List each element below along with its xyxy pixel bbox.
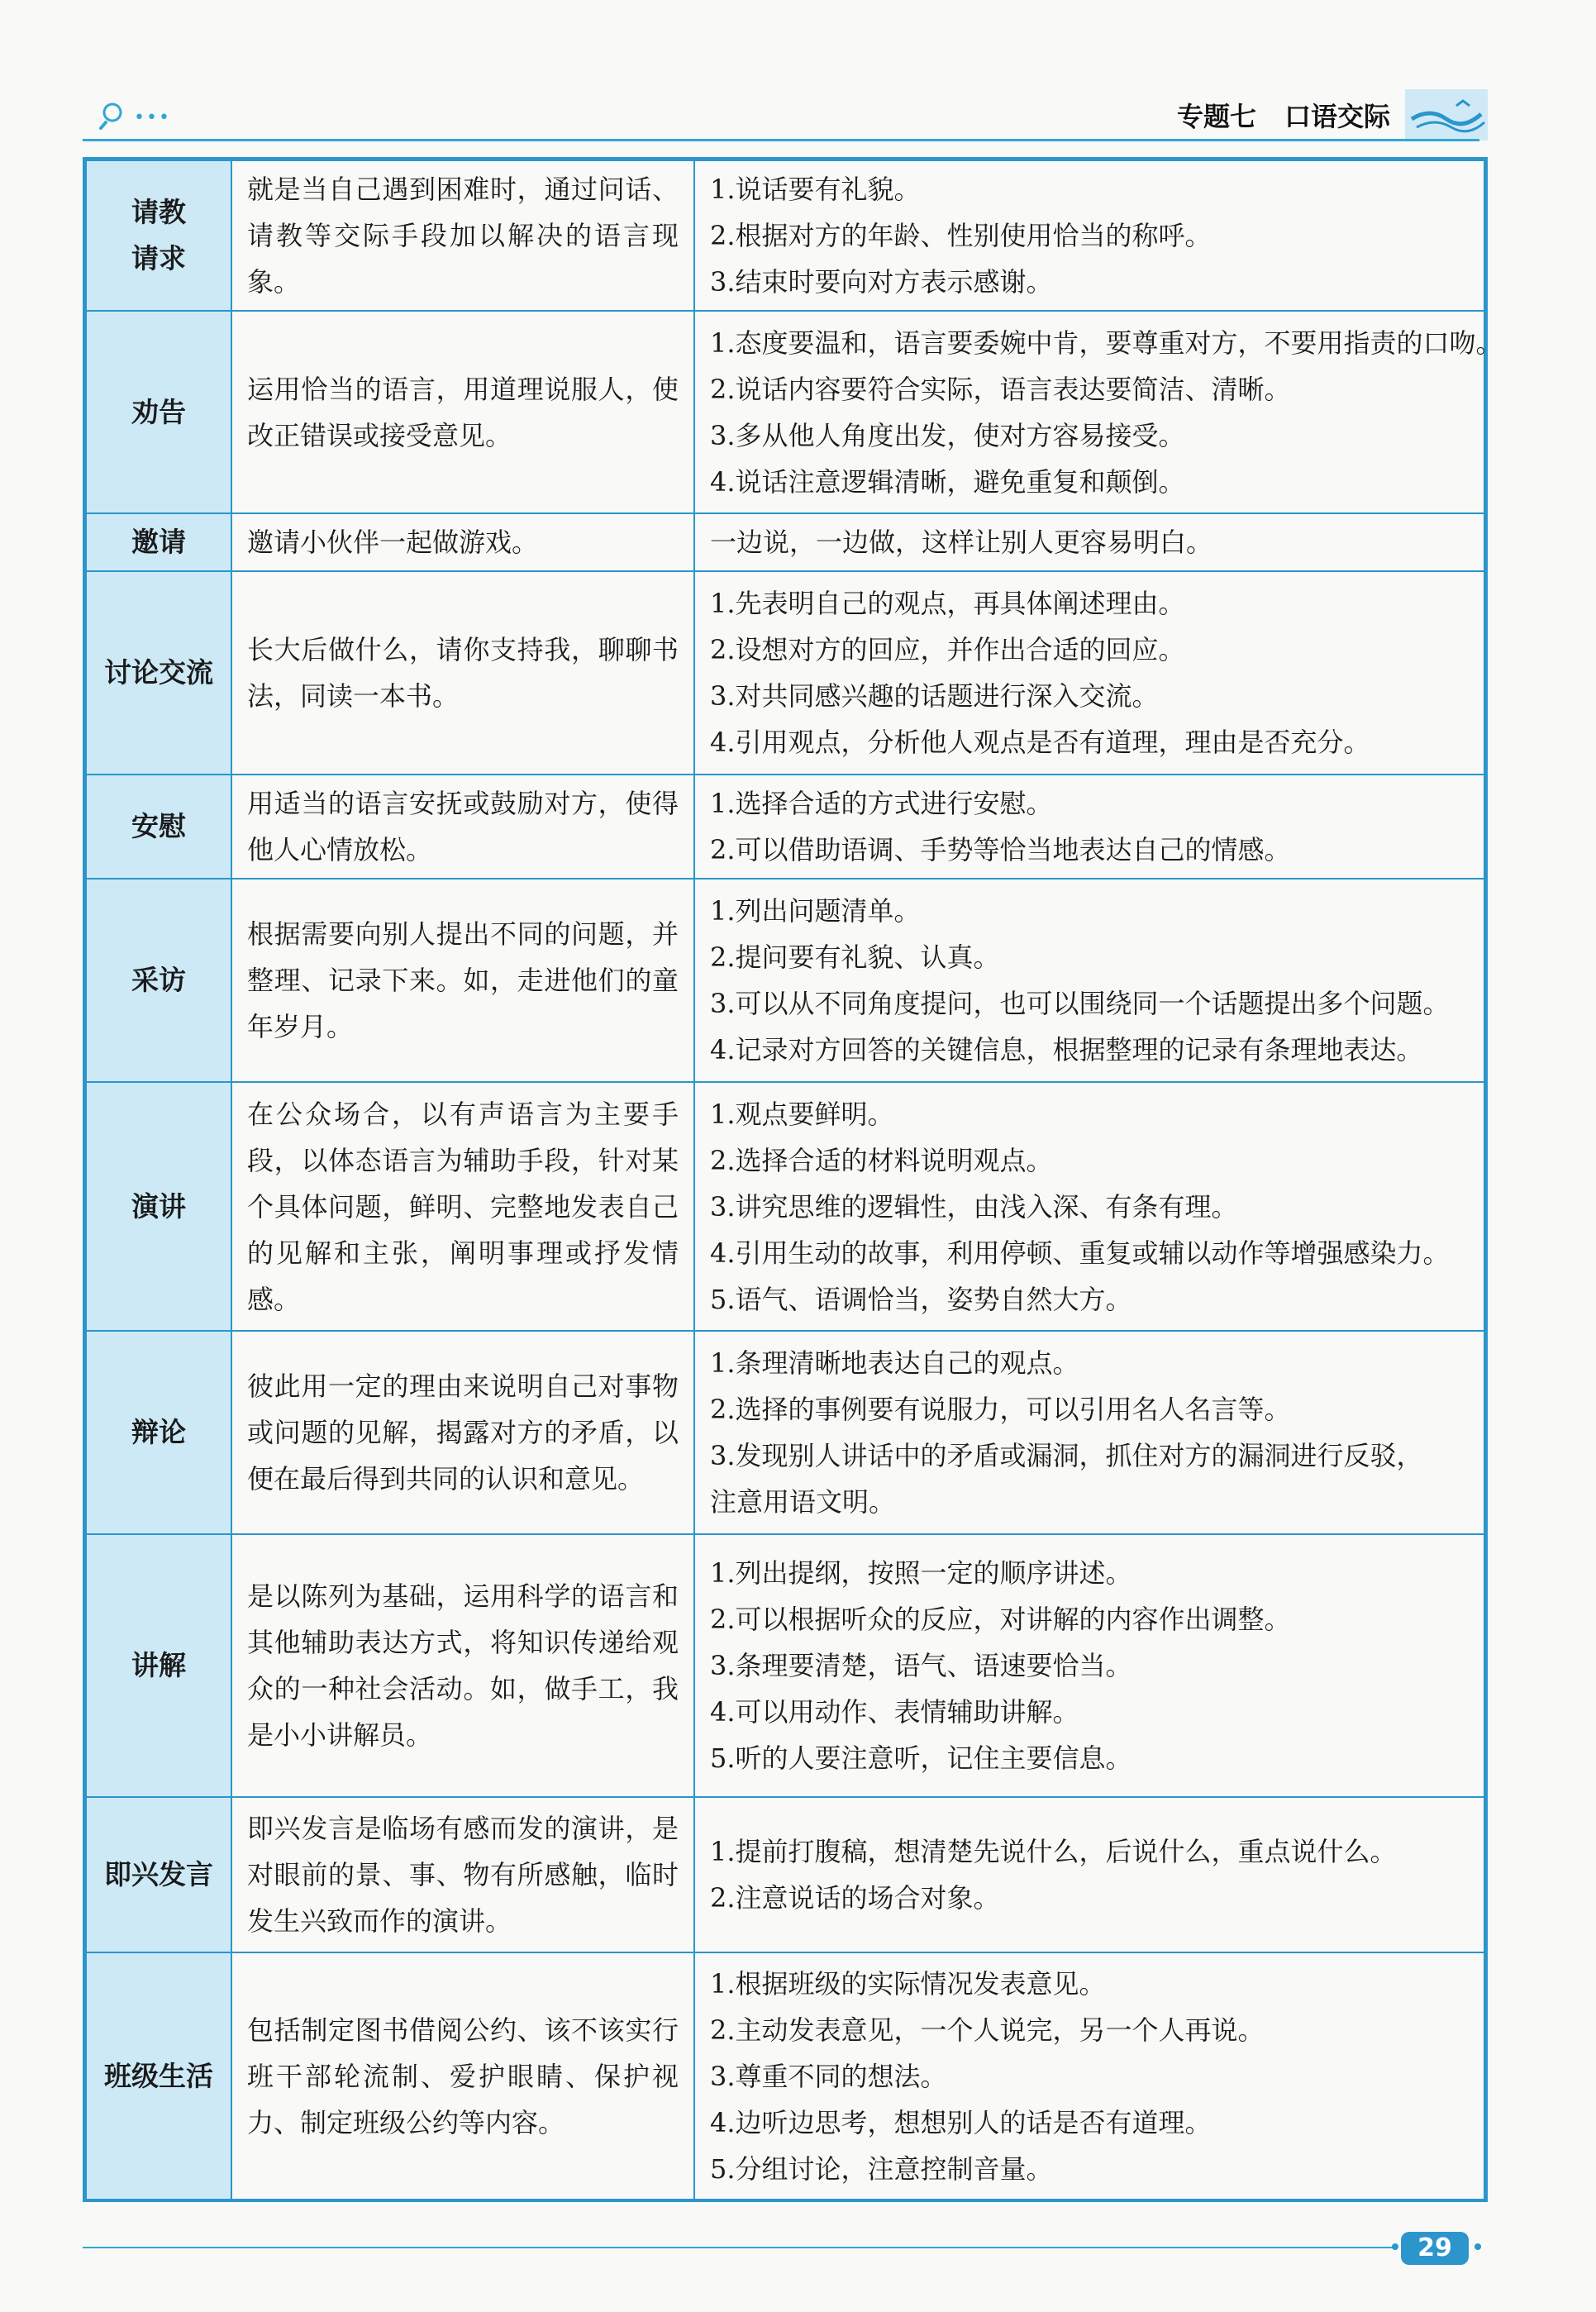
requirement-item: 1.提前打腹稿，想清楚先说什么，后说什么，重点说什么。 <box>710 1836 1397 1867</box>
requirement-item: 1.根据班级的实际情况发表意见。 <box>710 1967 1106 2000</box>
requirement-item: 2.选择的事例要有说服力，可以引用名人名言等。 <box>710 1394 1291 1425</box>
form-name-cell: 劝告 <box>86 311 231 513</box>
form-name-cell: 采访 <box>86 879 231 1082</box>
requirements-cell <box>694 1952 1484 2200</box>
requirement-item: 4.记录对方回答的关键信息，根据整理的记录有条理地表达。 <box>710 1034 1423 1065</box>
requirement-item: 2.提问要有礼貌、认真。 <box>710 941 1000 973</box>
requirement-item: 3.多从他人角度出发，使对方容易接受。 <box>710 419 1185 451</box>
requirement-item: 注意用语文明。 <box>710 1486 896 1518</box>
footer-dot <box>1392 2243 1398 2250</box>
requirement-item: 2.可以借助语调、手势等恰当地表达自己的情感。 <box>710 834 1291 865</box>
table-row <box>86 571 1484 775</box>
page-number: 29 <box>1401 2232 1469 2265</box>
definition-cell: 彼此用一定的理由来说明自己对事物或问题的见解，揭露对方的矛盾，以便在最后得到共同的认识和意见。 <box>231 1331 694 1534</box>
form-name-cell: 班级生活 <box>86 1952 231 2200</box>
form-name-cell: 安慰 <box>86 775 231 879</box>
requirement-item: 3.条理要清楚，语气、语速要恰当。 <box>710 1650 1132 1681</box>
requirement-item: 4.边听边思考，想想别人的话是否有道理。 <box>710 2106 1212 2138</box>
requirement-item: 2.主动发表意见，一个人说完，另一个人再说。 <box>710 2014 1265 2046</box>
requirements-cell <box>694 160 1484 311</box>
form-name-cell: 邀请 <box>86 513 231 571</box>
requirement-item: 4.引用生动的故事，利用停顿、重复或辅以动作等增强感染力。 <box>710 1237 1450 1269</box>
requirement-item: 3.发现别人讲话中的矛盾或漏洞，抓住对方的漏洞进行反驳， <box>710 1440 1423 1471</box>
requirement-item: 5.语气、语调恰当，姿势自然大方。 <box>710 1283 1132 1315</box>
requirement-item: 3.尊重不同的想法。 <box>710 2060 947 2092</box>
header-dots: ••• <box>134 107 171 128</box>
requirements-cell <box>694 311 1503 513</box>
requirement-item: 2.根据对方的年龄、性别使用恰当的称呼。 <box>710 220 1212 251</box>
definition-cell: 就是当自己遇到困难时，通过问话、请教等交际手段加以解决的语言现象。 <box>231 160 694 311</box>
definition-cell: 用适当的语言安抚或鼓励对方，使得他人心情放松。 <box>231 775 694 879</box>
table-row <box>86 1534 1484 1797</box>
definition-cell: 包括制定图书借阅公约、该不该实行班干部轮流制、爱护眼睛、保护视力、制定班级公约等内容。 <box>231 1952 694 2200</box>
requirement-item: 1.态度要温和，语言要委婉中肯，要尊重对方，不要用指责的口吻。 <box>710 327 1503 359</box>
requirement-item: 5.听的人要注意听，记住主要信息。 <box>710 1742 1132 1774</box>
form-name-cell: 讨论交流 <box>86 571 231 775</box>
requirement-item: 2.说话内容要符合实际，语言表达要简洁、清晰。 <box>710 373 1291 405</box>
requirements-cell <box>694 1797 1484 1952</box>
table-row <box>86 311 1484 513</box>
requirements-cell <box>694 1331 1484 1534</box>
table-row <box>86 160 1484 311</box>
requirement-item: 5.分组讨论，注意控制音量。 <box>710 2152 1053 2185</box>
requirement-item: 1.选择合适的方式进行安慰。 <box>710 788 1053 819</box>
table-row <box>86 1952 1484 2200</box>
requirements-cell <box>694 879 1484 1082</box>
requirements-cell <box>694 1534 1484 1797</box>
table-row <box>86 1331 1484 1534</box>
table-row <box>86 775 1484 879</box>
table-row <box>86 879 1484 1082</box>
requirements-cell <box>694 513 1484 571</box>
table-row <box>86 1082 1484 1331</box>
page-header <box>83 89 1488 147</box>
requirement-item: 4.说话注意逻辑清晰，避免重复和颠倒。 <box>710 465 1185 498</box>
form-name-cell: 讲解 <box>86 1534 231 1797</box>
chapter-title <box>1177 96 1390 134</box>
requirement-item: 1.先表明自己的观点，再具体阐述理由。 <box>710 588 1185 619</box>
requirement-item: 2.选择合适的材料说明观点。 <box>710 1144 1053 1176</box>
requirement-item: 3.讲究思维的逻辑性，由浅入深、有条有理。 <box>710 1190 1238 1223</box>
definition-cell: 即兴发言是临场有感而发的演讲，是对眼前的景、事、物有所感触，临时发生兴致而作的演讲。 <box>231 1797 694 1952</box>
requirement-item: 2.设想对方的回应，并作出合适的回应。 <box>710 634 1185 665</box>
requirement-item: 4.引用观点，分析他人观点是否有道理，理由是否充分。 <box>710 727 1370 758</box>
definition-cell: 长大后做什么，请你支持我，聊聊书法，同读一本书。 <box>231 571 694 775</box>
requirement-item: 2.可以根据听众的反应，对讲解的内容作出调整。 <box>710 1604 1291 1635</box>
topic-number: 专题七 <box>1176 101 1256 132</box>
requirement-item: 1.列出提纲，按照一定的顺序讲述。 <box>710 1557 1132 1589</box>
requirement-item: 3.结束时要向对方表示感谢。 <box>710 266 1053 298</box>
footer-dot <box>1475 2243 1481 2250</box>
footer-rule <box>83 2247 1397 2248</box>
wave-logo-icon <box>1405 89 1488 141</box>
definition-cell: 根据需要向别人提出不同的问题，并整理、记录下来。如，走进他们的童年岁月。 <box>231 879 694 1082</box>
requirements-cell <box>694 571 1484 775</box>
form-name-cell: 演讲 <box>86 1082 231 1331</box>
requirement-item: 一边说，一边做，这样让别人更容易明白。 <box>710 527 1213 558</box>
requirement-item: 1.列出问题清单。 <box>710 895 921 927</box>
table-row <box>86 513 1484 571</box>
requirement-item: 2.注意说话的场合对象。 <box>710 1882 1000 1914</box>
communication-table <box>83 157 1503 2202</box>
requirement-item: 1.说话要有礼貌。 <box>710 174 921 205</box>
requirement-item: 4.可以用动作、表情辅助讲解。 <box>710 1696 1079 1728</box>
requirements-cell <box>694 1082 1484 1331</box>
form-name-cell: 请教请求 <box>86 160 231 311</box>
topic-name: 口语交际 <box>1284 101 1390 132</box>
requirement-item: 3.可以从不同角度提问，也可以围绕同一个话题提出多个问题。 <box>710 988 1450 1019</box>
definition-cell: 是以陈列为基础，运用科学的语言和其他辅助表达方式，将知识传递给观众的一种社会活动。如，做手工，我是小小讲解员。 <box>231 1534 694 1797</box>
form-name-cell: 即兴发言 <box>86 1797 231 1952</box>
definition-cell: 邀请小伙伴一起做游戏。 <box>231 513 694 571</box>
requirements-cell <box>694 775 1484 879</box>
table-row <box>86 1797 1484 1952</box>
header-rule <box>83 139 1479 141</box>
search-icon <box>99 99 131 131</box>
definition-cell: 在公众场合，以有声语言为主要手段，以体态语言为辅助手段，针对某个具体问题，鲜明、完整地发表自己的见解和主张，阐明事理或抒发情感。 <box>231 1082 694 1331</box>
requirement-item: 3.对共同感兴趣的话题进行深入交流。 <box>710 680 1159 712</box>
requirement-item: 1.观点要鲜明。 <box>710 1098 894 1130</box>
form-name-cell: 辩论 <box>86 1331 231 1534</box>
definition-cell: 运用恰当的语言，用道理说服人，使改正错误或接受意见。 <box>231 311 694 513</box>
requirement-item: 1.条理清晰地表达自己的观点。 <box>710 1347 1079 1379</box>
